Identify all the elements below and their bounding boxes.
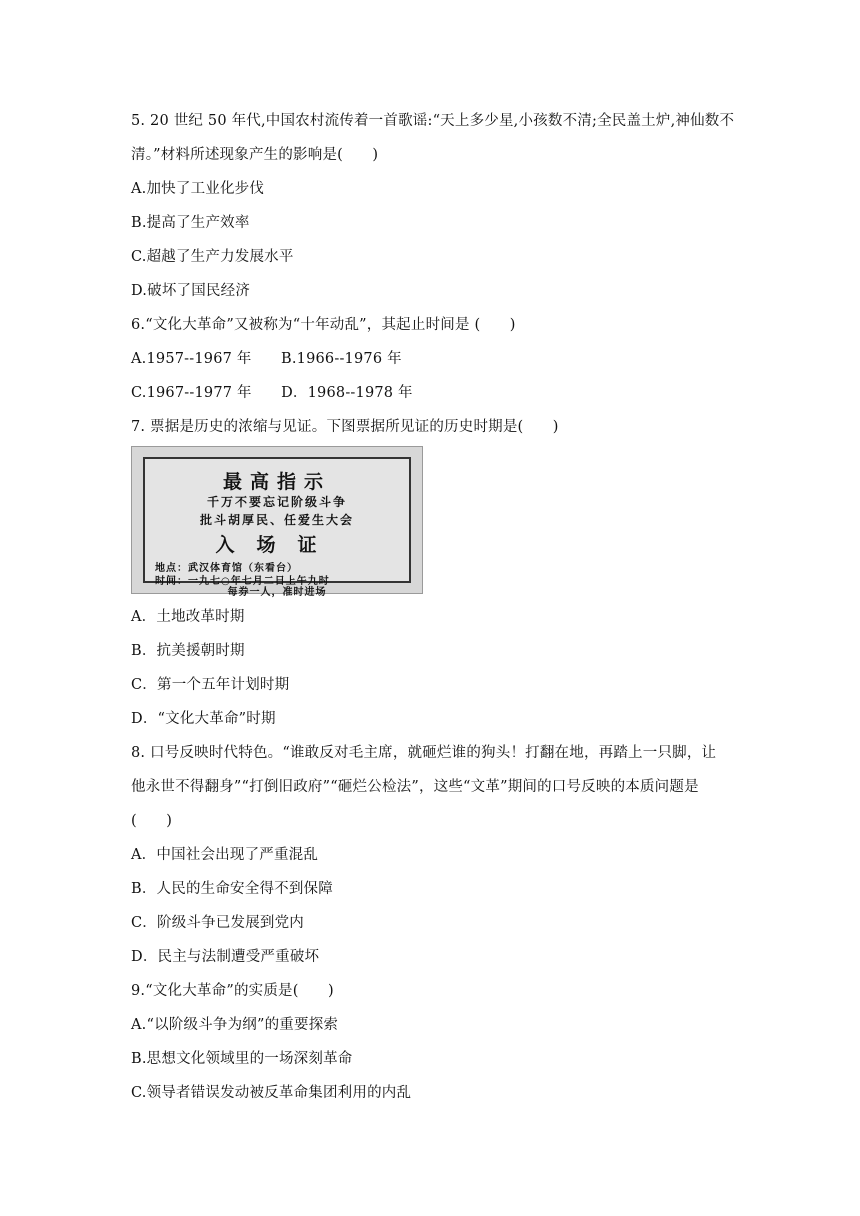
q5-option-c: C.超越了生产力发展水平 bbox=[131, 249, 294, 265]
q9-stem: 9.“文化大革命”的实质是( ) bbox=[131, 983, 334, 999]
q9-option-b: B.思想文化领域里的一场深刻革命 bbox=[131, 1051, 353, 1067]
q6-options-row1: A.1957--1967 年 B.1966--1976 年 bbox=[131, 351, 402, 367]
q7-option-c: C．第一个五年计划时期 bbox=[131, 677, 290, 693]
q5-option-d: D.破坏了国民经济 bbox=[131, 283, 251, 299]
q8-option-b: B．人民的生命安全得不到保障 bbox=[131, 881, 333, 897]
q5-stem-line1: 5. 20 世纪 50 年代,中国农村流传着一首歌谣:“天上多少星,小孩数不清;全民盖土炉,神仙数不 bbox=[131, 113, 735, 129]
ticket-place: 地点：武汉体育馆（东看台） bbox=[155, 563, 298, 574]
ticket-border bbox=[143, 457, 411, 598]
q8-stem-line1: 8. 口号反映时代特色。“谁敢反对毛主席，就砸烂谁的狗头！打翻在地，再踏上一只脚，让 bbox=[131, 745, 717, 761]
ticket-line1: 千万不要忘记阶级斗争 bbox=[206, 495, 347, 509]
ticket-line2: 批斗胡厚民、任爱生大会 bbox=[199, 513, 354, 527]
ticket-title: 最高指示 bbox=[222, 471, 331, 493]
q9-option-c: C.领导者错误发动被反革命集团利用的内乱 bbox=[131, 1085, 412, 1101]
ticket-time: 时间：一九七○年七月二日上午九时 bbox=[155, 576, 330, 587]
ticket-note: 每券一人，准时进场 bbox=[227, 587, 327, 598]
q5-option-a: A.加快了工业化步伐 bbox=[131, 181, 265, 197]
q8-stem-line3: ( ) bbox=[131, 813, 173, 829]
q7-option-d: D．“文化大革命”时期 bbox=[131, 711, 276, 727]
ticket-pass-label: 入场证 bbox=[215, 534, 339, 556]
ticket-image bbox=[131, 446, 423, 598]
q6-stem: 6.“文化大革命”又被称为“十年动乱”，其起止时间是 ( ) bbox=[131, 317, 516, 333]
q5-stem-line2: 清。”材料所述现象产生的影响是( ) bbox=[131, 147, 379, 163]
q5-option-b: B.提高了生产效率 bbox=[131, 215, 250, 231]
q7-stem: 7. 票据是历史的浓缩与见证。下图票据所见证的历史时期是( ) bbox=[131, 419, 559, 435]
q9-option-a: A.“以阶级斗争为纲”的重要探索 bbox=[131, 1017, 339, 1033]
q8-stem-line2: 他永世不得翻身”“打倒旧政府”“砸烂公检法”，这些“文革”期间的口号反映的本质问题是 bbox=[131, 779, 699, 795]
q7-option-a: A．土地改革时期 bbox=[131, 609, 245, 625]
q8-option-d: D．民主与法制遭受严重破坏 bbox=[131, 949, 320, 965]
q8-option-c: C．阶级斗争已发展到党内 bbox=[131, 915, 304, 931]
q7-option-b: B．抗美援朝时期 bbox=[131, 643, 245, 659]
q6-options-row2: C.1967--1977 年 D．1968--1978 年 bbox=[131, 385, 413, 401]
q8-option-a: A．中国社会出现了严重混乱 bbox=[131, 847, 319, 863]
